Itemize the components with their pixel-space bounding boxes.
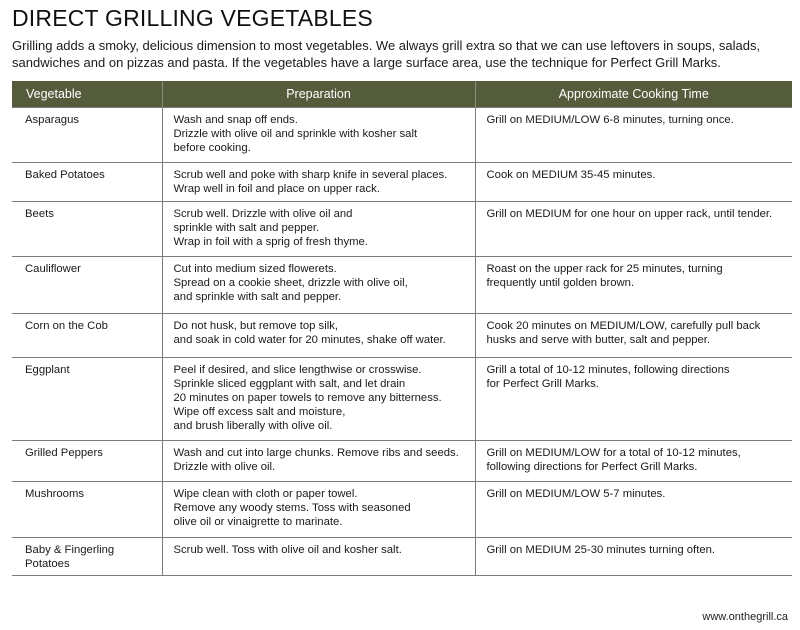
cell-cooking-time: Grill on MEDIUM for one hour on upper rack, until tender.	[475, 202, 792, 257]
cell-cooking-time: Grill on MEDIUM/LOW 5-7 minutes.	[475, 482, 792, 538]
grilling-table	[12, 81, 792, 576]
page-title: DIRECT GRILLING VEGETABLES	[12, 5, 373, 31]
table-row	[12, 441, 792, 482]
cell-vegetable: Mushrooms	[12, 482, 162, 538]
cell-cooking-time: Grill a total of 10-12 minutes, following directions for Perfect Grill Marks.	[475, 358, 792, 441]
cell-vegetable: Baked Potatoes	[12, 163, 162, 202]
cell-vegetable: Asparagus	[12, 108, 162, 163]
header-preparation: Preparation	[162, 81, 475, 108]
cell-vegetable: Beets	[12, 202, 162, 257]
cell-cooking-time: Grill on MEDIUM/LOW 6-8 minutes, turning once.	[475, 108, 792, 163]
cell-vegetable: Baby & Fingerling Potatoes	[12, 538, 162, 576]
cell-cooking-time: Cook 20 minutes on MEDIUM/LOW, carefully pull back husks and serve with butter, salt and pepper.	[475, 314, 792, 358]
intro-paragraph: Grilling adds a smoky, delicious dimension to most vegetables. We always grill extra so that we can use leftovers in soups, salads, sandwiches and on pizzas and pasta. If the vegetables have a large surface area, use the technique for Perfect Grill Marks.	[12, 38, 761, 70]
header-vegetable: Vegetable	[12, 81, 162, 108]
cell-cooking-time: Roast on the upper rack for 25 minutes, turning frequently until golden brown.	[475, 257, 792, 314]
table-row	[12, 163, 792, 202]
table-row	[12, 314, 792, 358]
cell-preparation: Do not husk, but remove top silk, and soak in cold water for 20 minutes, shake off water.	[162, 314, 475, 358]
header-cooking-time: Approximate Cooking Time	[475, 81, 792, 108]
table-header-row	[12, 81, 792, 108]
cell-cooking-time: Grill on MEDIUM 25-30 minutes turning often.	[475, 538, 792, 576]
cell-preparation: Wash and snap off ends. Drizzle with olive oil and sprinkle with kosher salt before cooking.	[162, 108, 475, 163]
table-row	[12, 257, 792, 314]
cell-preparation: Wipe clean with cloth or paper towel. Remove any woody stems. Toss with seasoned olive oil or vinaigrette to marinate.	[162, 482, 475, 538]
cell-preparation: Peel if desired, and slice lengthwise or crosswise. Sprinkle sliced eggplant with salt, and let drain 20 minutes on paper towels to remove any bitterness. Wipe off excess salt and moisture, and brush liberally with olive oil.	[162, 358, 475, 441]
table-row	[12, 358, 792, 441]
table-row	[12, 108, 792, 163]
cell-vegetable: Cauliflower	[12, 257, 162, 314]
cell-cooking-time: Cook on MEDIUM 35-45 minutes.	[475, 163, 792, 202]
cell-vegetable: Eggplant	[12, 358, 162, 441]
website-url: www.onthegrill.ca	[702, 611, 788, 623]
cell-cooking-time: Grill on MEDIUM/LOW for a total of 10-12 minutes, following directions for Perfect Grill Marks.	[475, 441, 792, 482]
cell-preparation: Wash and cut into large chunks. Remove ribs and seeds. Drizzle with olive oil.	[162, 441, 475, 482]
cell-vegetable: Grilled Peppers	[12, 441, 162, 482]
cell-preparation: Scrub well and poke with sharp knife in several places. Wrap well in foil and place on upper rack.	[162, 163, 475, 202]
cell-preparation: Scrub well. Toss with olive oil and kosher salt.	[162, 538, 475, 576]
cell-preparation: Cut into medium sized flowerets. Spread on a cookie sheet, drizzle with olive oil, and sprinkle with salt and pepper.	[162, 257, 475, 314]
cell-vegetable: Corn on the Cob	[12, 314, 162, 358]
table-row	[12, 202, 792, 257]
table-row	[12, 538, 792, 576]
cell-preparation: Scrub well. Drizzle with olive oil and sprinkle with salt and pepper. Wrap in foil with a sprig of fresh thyme.	[162, 202, 475, 257]
table-row	[12, 482, 792, 538]
